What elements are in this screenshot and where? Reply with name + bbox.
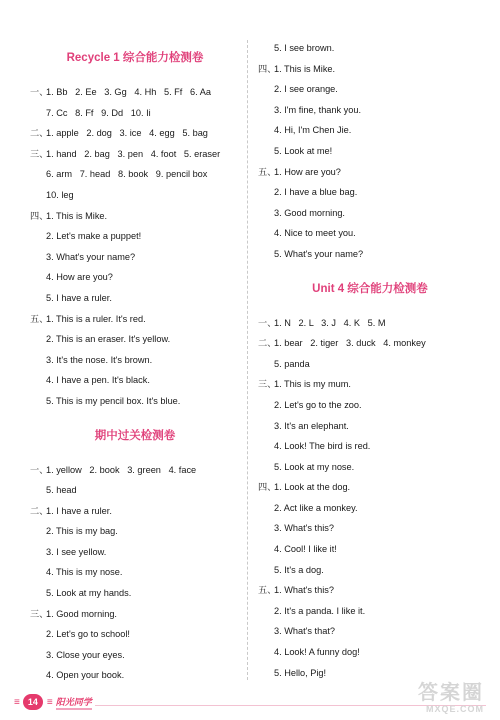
answer-text: 3. It's the nose. It's brown. <box>46 354 153 365</box>
answer-line <box>30 521 240 542</box>
question-number: 一、 <box>30 87 49 97</box>
answer-text: 2. It's a panda. I like it. <box>274 605 366 616</box>
answer-text: 5. head <box>46 485 77 496</box>
answer-line <box>30 350 240 371</box>
answer-line <box>258 79 482 100</box>
answer-line <box>258 395 482 416</box>
question-number: 五、 <box>258 166 277 177</box>
answer-text: 1. hand 2. bag 3. pen 4. foot 5. eraser <box>46 148 221 159</box>
question-number: 五、 <box>30 313 49 324</box>
column-divider <box>247 40 248 680</box>
answer-line <box>258 642 482 663</box>
answer-line <box>30 391 240 412</box>
answer-line <box>30 624 240 645</box>
answer-text: 3. What's your name? <box>46 251 136 262</box>
answer-line <box>30 370 240 391</box>
answer-text: 2. Act like a monkey. <box>274 502 358 513</box>
answer-text: 5. panda <box>274 358 310 369</box>
answer-line <box>30 542 240 563</box>
answer-text: 1. apple 2. dog 3. ice 4. egg 5. bag <box>46 128 208 139</box>
answer-line <box>258 313 482 334</box>
answer-line <box>30 645 240 666</box>
question-number: 四、 <box>258 63 277 74</box>
answer-line <box>258 120 482 141</box>
question-number: 一、 <box>30 464 49 475</box>
answer-line <box>258 416 482 437</box>
answer-text: 1. This is a ruler. It's red. <box>46 313 146 324</box>
answer-text: 3. I see yellow. <box>46 546 107 557</box>
answer-text: 5. I see brown. <box>274 43 335 53</box>
answer-line <box>30 604 240 625</box>
question-number: 二、 <box>30 128 49 139</box>
answer-line <box>258 436 482 457</box>
question-number: 一、 <box>258 317 277 328</box>
question-number: 二、 <box>30 505 49 516</box>
answer-text: 4. Open your book. <box>46 670 125 681</box>
answer-line <box>258 457 482 478</box>
question-number: 四、 <box>258 482 277 493</box>
answer-text: 2. This is my bag. <box>46 526 118 537</box>
answer-text: 4. This is my nose. <box>46 567 123 578</box>
answer-text: 2. Let's go to the zoo. <box>274 399 362 410</box>
answer-text: 4. Cool! I like it! <box>274 544 337 555</box>
answer-line <box>30 665 240 686</box>
answer-line <box>258 141 482 162</box>
question-number: 三、 <box>258 379 277 390</box>
section-title: 期中过关检测卷 <box>94 429 176 442</box>
answer-text: 5. Hello, Pig! <box>274 667 327 678</box>
question-number: 五、 <box>258 585 277 596</box>
answer-text: 1. Good morning. <box>46 608 117 619</box>
brand-logo: 阳光同学 <box>56 695 92 710</box>
answer-line <box>30 82 240 103</box>
answer-text: 5. Look at my nose. <box>274 461 355 472</box>
answer-text: 7. Cc 8. Ff 9. Dd 10. Ii <box>46 107 151 118</box>
answer-line <box>258 374 482 395</box>
answer-line <box>30 267 240 288</box>
answer-text: 3. I'm fine, thank you. <box>274 104 362 115</box>
page-number: 14 <box>23 694 43 710</box>
answer-line <box>258 477 482 498</box>
answer-text: 3. What's this? <box>274 523 334 534</box>
answer-line <box>30 144 240 165</box>
answer-line <box>258 663 482 684</box>
question-number: 三、 <box>30 148 49 159</box>
answer-text: 2. I see orange. <box>274 84 338 95</box>
answer-line <box>30 501 240 522</box>
answer-text: 4. Look! A funny dog! <box>274 647 360 658</box>
answer-line <box>30 123 240 144</box>
answer-line <box>258 518 482 539</box>
answer-text: 5. I have a ruler. <box>46 292 112 303</box>
answer-text: 2. Let's go to school! <box>46 629 130 640</box>
answer-line <box>258 162 482 183</box>
answer-text: 5. Look at my hands. <box>46 588 132 599</box>
stripes-decoration-icon: ≡ <box>14 696 19 708</box>
answer-line <box>258 354 482 375</box>
answer-text: 4. I have a pen. It's black. <box>46 375 150 386</box>
answer-line <box>30 480 240 501</box>
answer-line <box>258 38 482 59</box>
watermark-en: MXQE.COM <box>425 704 484 714</box>
answer-line <box>30 309 240 330</box>
answer-line <box>30 185 240 206</box>
answer-text: 1. bear 2. tiger 3. duck 4. monkey <box>274 338 426 349</box>
left-column <box>30 38 240 686</box>
answer-line <box>258 498 482 519</box>
answer-line <box>258 333 482 354</box>
answer-text: 1. This is Mike. <box>274 63 336 74</box>
answer-line <box>258 601 482 622</box>
answer-text: 5. Look at me! <box>274 145 333 156</box>
answer-text: 1. I have a ruler. <box>46 505 112 516</box>
answer-line <box>30 460 240 481</box>
answer-line <box>30 226 240 247</box>
answer-text: 4. How are you? <box>46 272 113 283</box>
answer-text: 1. N 2. L 3. J 4. K 5. M <box>274 317 386 328</box>
question-number: 四、 <box>30 210 49 221</box>
stripes-decoration-icon: ≡ <box>46 696 52 708</box>
answer-text: 5. This is my pencil box. It's blue. <box>46 395 181 406</box>
answer-text: 1. This is my mum. <box>274 379 351 390</box>
watermark-cn: 答案圈 <box>418 682 484 704</box>
answer-text: 3. Good morning. <box>274 207 345 218</box>
answer-line <box>258 621 482 642</box>
section-title: Unit 4 综合能力检测卷 <box>312 282 428 295</box>
answer-text: 1. What's this? <box>274 585 334 596</box>
answer-text: 1. Look at the dog. <box>274 482 351 493</box>
question-number: 三、 <box>30 608 49 619</box>
answer-line <box>258 203 482 224</box>
answer-text: 3. What's that? <box>274 626 335 637</box>
answer-text: 5. What's your name? <box>274 248 364 259</box>
answer-line <box>30 206 240 227</box>
answer-text: 1. Bb 2. Ee 3. Gg 4. Hh 5. Ff 6. Aa <box>46 87 211 97</box>
answer-text: 4. Hi, I'm Chen Jie. <box>274 125 352 136</box>
page-footer <box>14 692 92 712</box>
answer-line <box>258 100 482 121</box>
answer-text: 2. Let's make a puppet! <box>46 231 142 242</box>
answer-line <box>258 59 482 80</box>
answer-line <box>30 329 240 350</box>
answer-text: 2. This is an eraser. It's yellow. <box>46 334 171 345</box>
answer-text: 4. Look! The bird is red. <box>274 441 371 452</box>
answer-text: 3. It's an elephant. <box>274 420 349 431</box>
answer-line <box>258 244 482 265</box>
answer-text: 10. leg <box>46 189 74 200</box>
answer-line <box>30 583 240 604</box>
answer-text: 5. It's a dog. <box>274 564 324 575</box>
answer-line <box>258 560 482 581</box>
answer-line <box>258 580 482 601</box>
answer-line <box>258 539 482 560</box>
answer-text: 6. arm 7. head 8. book 9. pencil box <box>46 169 208 180</box>
answer-line <box>30 247 240 268</box>
answer-text: 3. Close your eyes. <box>46 649 125 660</box>
answer-text: 1. How are you? <box>274 166 341 177</box>
answer-text: 4. Nice to meet you. <box>274 228 356 239</box>
answer-line <box>258 182 482 203</box>
answer-text: 1. This is Mike. <box>46 210 108 221</box>
answer-line <box>30 164 240 185</box>
answer-line <box>30 288 240 309</box>
answer-line <box>30 562 240 583</box>
section-title: Recycle 1 综合能力检测卷 <box>66 52 204 64</box>
answer-line <box>258 223 482 244</box>
answer-line <box>30 103 240 124</box>
answer-text: 2. I have a blue bag. <box>274 187 358 198</box>
watermark <box>418 682 484 714</box>
right-column <box>258 38 482 683</box>
answer-text: 1. yellow 2. book 3. green 4. face <box>46 464 197 475</box>
question-number: 二、 <box>258 338 277 349</box>
